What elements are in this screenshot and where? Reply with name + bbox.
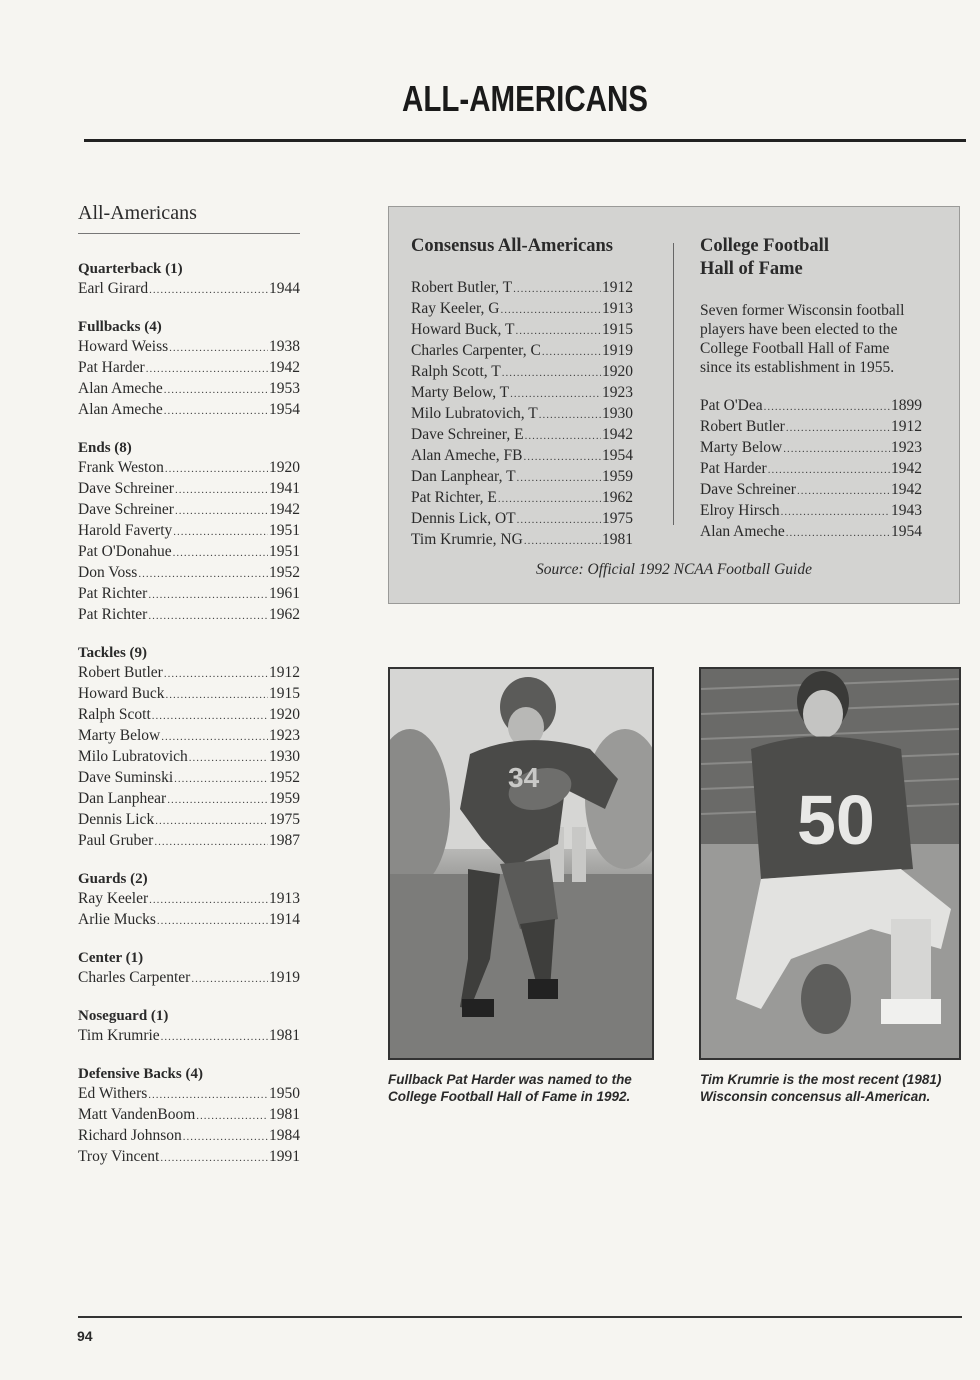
year: 1942 xyxy=(602,426,633,443)
hof-heading-line1: College Football xyxy=(700,236,829,256)
position-group xyxy=(78,870,300,931)
list-item xyxy=(78,726,300,747)
position-groups xyxy=(78,260,300,1168)
player-name: Pat Richter, E xyxy=(411,489,497,506)
pat-harder-photo xyxy=(388,667,654,1060)
position-label: Quarterback (1) xyxy=(78,261,183,277)
year: 1920 xyxy=(269,459,300,476)
player-name: Ray Keeler, G xyxy=(411,300,500,317)
year: 1975 xyxy=(269,811,300,828)
year: 1920 xyxy=(269,706,300,723)
player-name: Arlie Mucks xyxy=(78,911,156,928)
dot-leader xyxy=(148,607,268,626)
player-name: Dennis Lick, OT xyxy=(411,510,516,527)
list-item xyxy=(78,889,300,910)
list-item xyxy=(78,968,300,989)
jersey-number-34: 34 xyxy=(508,762,540,793)
all-americans-heading: All-Americans xyxy=(78,202,197,224)
player-name: Matt VandenBoom xyxy=(78,1106,196,1123)
dot-leader xyxy=(164,402,268,421)
list-item xyxy=(700,417,922,438)
player-name: Marty Below, T xyxy=(411,384,510,401)
hof-description: Seven former Wisconsin football players have been elected to the College Football Hall of Fame since its establishment in 1955. xyxy=(700,302,905,376)
dot-leader xyxy=(160,1149,268,1168)
player-name: Ralph Scott xyxy=(78,706,151,723)
year: 1951 xyxy=(269,543,300,560)
list-item xyxy=(700,480,922,501)
dot-leader xyxy=(138,565,268,584)
year: 1938 xyxy=(269,338,300,355)
year: 1941 xyxy=(269,480,300,497)
player-name: Alan Ameche xyxy=(700,523,785,540)
year: 1953 xyxy=(269,380,300,397)
player-name: Dan Lanphear, T xyxy=(411,468,516,485)
list-item xyxy=(78,747,300,768)
dot-leader xyxy=(517,511,601,530)
player-name: Pat Richter xyxy=(78,585,148,602)
player-name: Frank Weston xyxy=(78,459,164,476)
list-item xyxy=(411,425,633,446)
position-group xyxy=(78,260,300,300)
dot-leader xyxy=(174,770,268,789)
list-item xyxy=(78,831,300,852)
year: 1942 xyxy=(269,359,300,376)
year: 1912 xyxy=(891,418,922,435)
player-name: Robert Butler, T xyxy=(411,279,513,296)
dot-leader xyxy=(175,481,268,500)
list-item xyxy=(78,1147,300,1168)
position-label: Noseguard (1) xyxy=(78,1008,169,1024)
hof-heading-line2: Hall of Fame xyxy=(700,259,803,279)
year: 1919 xyxy=(269,969,300,986)
year: 1962 xyxy=(269,606,300,623)
hof-list xyxy=(700,396,922,543)
dot-leader xyxy=(173,523,268,542)
year: 1919 xyxy=(602,342,633,359)
list-item xyxy=(78,1105,300,1126)
dot-leader xyxy=(542,343,601,362)
player-name: Ralph Scott, T xyxy=(411,363,501,380)
list-item xyxy=(411,320,633,341)
dot-leader xyxy=(149,891,268,910)
list-item xyxy=(78,1084,300,1105)
year: 1912 xyxy=(602,279,633,296)
dot-leader xyxy=(175,502,268,521)
dot-leader xyxy=(764,398,890,417)
player-name: Harold Faverty xyxy=(78,522,173,539)
year: 1915 xyxy=(602,321,633,338)
player-name: Paul Gruber xyxy=(78,832,154,849)
heading-rule xyxy=(78,233,300,234)
year: 1954 xyxy=(891,523,922,540)
year: 1981 xyxy=(269,1106,300,1123)
consensus-heading: Consensus All-Americans xyxy=(411,236,613,256)
hof-section xyxy=(700,235,922,543)
dot-leader xyxy=(196,1107,268,1126)
position-group xyxy=(78,1065,300,1168)
player-name: Milo Lubratovich xyxy=(78,748,188,765)
dot-leader xyxy=(797,482,890,501)
dot-leader xyxy=(781,503,890,522)
footer-rule xyxy=(78,1316,962,1318)
list-item xyxy=(700,522,922,543)
dot-leader xyxy=(502,364,601,383)
list-item xyxy=(78,358,300,379)
year: 1942 xyxy=(891,460,922,477)
dot-leader xyxy=(166,686,268,705)
year: 1912 xyxy=(269,664,300,681)
list-item xyxy=(78,458,300,479)
dot-leader xyxy=(173,544,268,563)
dot-leader xyxy=(517,469,601,488)
year: 1899 xyxy=(891,397,922,414)
player-name: Ray Keeler xyxy=(78,890,149,907)
dot-leader xyxy=(524,532,601,551)
dot-leader xyxy=(539,406,601,425)
player-name: Earl Girard xyxy=(78,280,149,297)
player-name: Robert Butler xyxy=(78,664,163,681)
list-item xyxy=(411,299,633,320)
year: 1952 xyxy=(269,769,300,786)
list-item xyxy=(411,509,633,530)
position-label: Ends (8) xyxy=(78,440,132,456)
jersey-number-50: 50 xyxy=(797,781,875,859)
year: 1942 xyxy=(269,501,300,518)
list-item xyxy=(411,530,633,551)
position-group xyxy=(78,439,300,626)
year: 1954 xyxy=(269,401,300,418)
year: 1951 xyxy=(269,522,300,539)
list-item xyxy=(78,1026,300,1047)
list-item xyxy=(78,521,300,542)
player-name: Marty Below xyxy=(700,439,783,456)
position-label: Center (1) xyxy=(78,950,144,966)
page-number: 94 xyxy=(77,1328,93,1344)
krumrie-caption: Tim Krumrie is the most recent (1981) Wisconsin concensus all-American. xyxy=(700,1072,942,1104)
list-item xyxy=(78,584,300,605)
dot-leader xyxy=(525,427,601,446)
list-item xyxy=(411,278,633,299)
consensus-hof-box xyxy=(388,206,960,604)
list-item xyxy=(411,404,633,425)
player-name: Alan Ameche, FB xyxy=(411,447,523,464)
dot-leader xyxy=(189,749,268,768)
player-name: Elroy Hirsch xyxy=(700,502,780,519)
dot-leader xyxy=(167,791,268,810)
list-item xyxy=(700,396,922,417)
dot-leader xyxy=(524,448,602,467)
year: 1962 xyxy=(602,489,633,506)
list-item xyxy=(78,810,300,831)
dot-leader xyxy=(157,912,268,931)
hof-heading xyxy=(700,235,922,281)
dot-leader xyxy=(155,812,268,831)
dot-leader xyxy=(513,280,601,299)
player-name: Pat Harder xyxy=(78,359,145,376)
dot-leader xyxy=(768,461,890,480)
list-item xyxy=(78,279,300,300)
list-item xyxy=(78,1126,300,1147)
player-name: Pat O'Dea xyxy=(700,397,763,414)
year: 1913 xyxy=(602,300,633,317)
dot-leader xyxy=(515,322,601,341)
dot-leader xyxy=(149,281,268,300)
year: 1950 xyxy=(269,1085,300,1102)
player-name: Milo Lubratovich, T xyxy=(411,405,538,422)
box-divider xyxy=(673,243,674,525)
dot-leader xyxy=(164,381,268,400)
list-item xyxy=(78,400,300,421)
page-title: ALL-AMERICANS xyxy=(402,78,648,119)
year: 1952 xyxy=(269,564,300,581)
list-item xyxy=(78,910,300,931)
dot-leader xyxy=(783,440,890,459)
dot-leader xyxy=(510,385,601,404)
year: 1981 xyxy=(269,1027,300,1044)
title-rule xyxy=(84,139,966,142)
dot-leader xyxy=(191,970,268,989)
player-name: Pat Harder xyxy=(700,460,767,477)
position-group xyxy=(78,1007,300,1047)
player-name: Dave Schreiner xyxy=(78,480,174,497)
player-name: Charles Carpenter, C xyxy=(411,342,541,359)
dot-leader xyxy=(786,419,890,438)
year: 1981 xyxy=(602,531,633,548)
list-item xyxy=(411,446,633,467)
harder-caption: Fullback Pat Harder was named to the College Football Hall of Fame in 1992. xyxy=(388,1072,632,1104)
year: 1944 xyxy=(269,280,300,297)
year: 1923 xyxy=(602,384,633,401)
list-item xyxy=(78,684,300,705)
list-item xyxy=(78,379,300,400)
list-item xyxy=(78,542,300,563)
year: 1913 xyxy=(269,890,300,907)
year: 1923 xyxy=(891,439,922,456)
dot-leader xyxy=(164,665,268,684)
list-item xyxy=(700,459,922,480)
dot-leader xyxy=(148,586,268,605)
list-item xyxy=(411,467,633,488)
player-name: Marty Below xyxy=(78,727,161,744)
player-name: Alan Ameche xyxy=(78,380,163,397)
year: 1943 xyxy=(891,502,922,519)
player-name: Don Voss xyxy=(78,564,138,581)
year: 1961 xyxy=(269,585,300,602)
year: 1991 xyxy=(269,1148,300,1165)
player-name: Troy Vincent xyxy=(78,1148,160,1165)
position-label: Fullbacks (4) xyxy=(78,319,162,335)
player-name: Dan Lanphear xyxy=(78,790,167,807)
list-item xyxy=(78,337,300,358)
year: 1959 xyxy=(269,790,300,807)
dot-leader xyxy=(146,360,268,379)
player-name: Dave Schreiner xyxy=(700,481,796,498)
list-item xyxy=(700,438,922,459)
list-item xyxy=(78,768,300,789)
dot-leader xyxy=(152,707,268,726)
list-item xyxy=(411,383,633,404)
year: 1923 xyxy=(269,727,300,744)
player-name: Pat Richter xyxy=(78,606,148,623)
player-name: Dave Schreiner xyxy=(78,501,174,518)
player-name: Tim Krumrie, NG xyxy=(411,531,523,548)
position-label: Guards (2) xyxy=(78,871,148,887)
list-item xyxy=(78,663,300,684)
year: 1959 xyxy=(602,468,633,485)
year: 1954 xyxy=(602,447,633,464)
year: 1915 xyxy=(269,685,300,702)
player-name: Dave Schreiner, E xyxy=(411,426,524,443)
year: 1975 xyxy=(602,510,633,527)
dot-leader xyxy=(498,490,601,509)
year: 1987 xyxy=(269,832,300,849)
position-group xyxy=(78,644,300,852)
year: 1942 xyxy=(891,481,922,498)
player-name: Alan Ameche xyxy=(78,401,163,418)
consensus-list xyxy=(411,278,633,551)
player-name: Dennis Lick xyxy=(78,811,155,828)
list-item xyxy=(78,479,300,500)
position-label: Defensive Backs (4) xyxy=(78,1066,203,1082)
dot-leader xyxy=(786,524,890,543)
dot-leader xyxy=(183,1128,268,1147)
list-item xyxy=(411,341,633,362)
year: 1914 xyxy=(269,911,300,928)
player-name: Howard Buck, T xyxy=(411,321,515,338)
position-group xyxy=(78,949,300,989)
list-item xyxy=(78,500,300,521)
list-item xyxy=(411,488,633,509)
player-name: Charles Carpenter xyxy=(78,969,191,986)
list-item xyxy=(700,501,922,522)
dot-leader xyxy=(148,1086,268,1105)
list-item xyxy=(78,705,300,726)
list-item xyxy=(78,605,300,626)
dot-leader xyxy=(169,339,268,358)
list-item xyxy=(78,789,300,810)
dot-leader xyxy=(161,1028,268,1047)
year: 1930 xyxy=(269,748,300,765)
year: 1930 xyxy=(602,405,633,422)
player-name: Robert Butler xyxy=(700,418,785,435)
position-label: Tackles (9) xyxy=(78,645,148,661)
all-americans-list xyxy=(78,202,300,1186)
player-name: Howard Buck xyxy=(78,685,165,702)
player-name: Howard Weiss xyxy=(78,338,169,355)
dot-leader xyxy=(154,833,268,852)
player-name: Pat O'Donahue xyxy=(78,543,172,560)
year: 1984 xyxy=(269,1127,300,1144)
player-name: Dave Suminski xyxy=(78,769,174,786)
dot-leader xyxy=(161,728,268,747)
list-item xyxy=(78,563,300,584)
consensus-section xyxy=(411,235,633,551)
player-name: Tim Krumrie xyxy=(78,1027,160,1044)
source-note: Source: Official 1992 NCAA Football Guide xyxy=(536,561,812,578)
player-name: Ed Withers xyxy=(78,1085,148,1102)
list-item xyxy=(411,362,633,383)
player-name: Richard Johnson xyxy=(78,1127,182,1144)
tim-krumrie-photo xyxy=(699,667,961,1060)
year: 1920 xyxy=(602,363,633,380)
position-group xyxy=(78,318,300,421)
dot-leader xyxy=(165,460,268,479)
dot-leader xyxy=(500,301,601,320)
